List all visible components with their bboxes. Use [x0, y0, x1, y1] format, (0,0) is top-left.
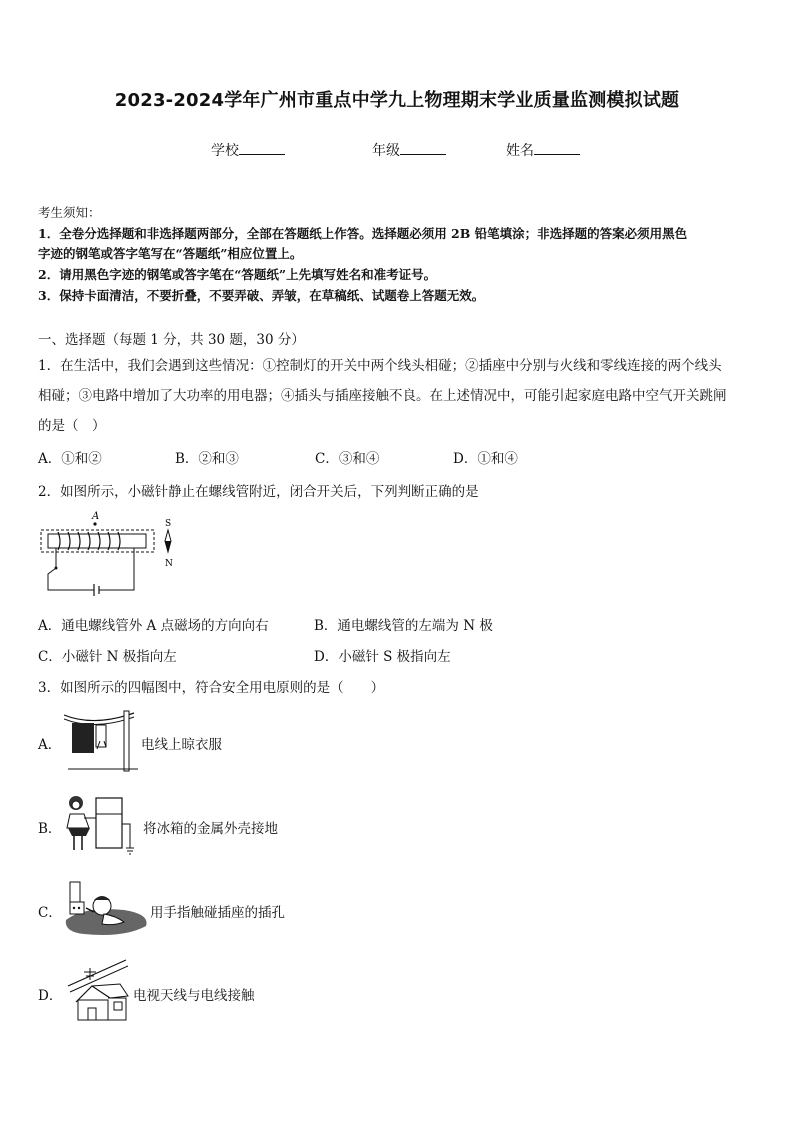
notice-line: 1．全卷分选择题和非选择题两部分，全部在答题纸上作答。选择题必须用 2B 铅笔填涂；非选择题的答案必须用黑色 — [38, 226, 688, 241]
notice-line: 字迹的钢笔或答字笔写在“答题纸”相应位置上。 — [38, 246, 303, 261]
q1-stem-line: 的是（ ） — [38, 418, 106, 434]
q3-option-b-letter: B． — [38, 821, 62, 837]
name-blank — [534, 142, 580, 155]
clothes-on-wire-illustration — [64, 707, 140, 773]
q1-option-b: B．②和③ — [175, 451, 239, 467]
q3-option-a-caption: 电线上晾衣服 — [141, 737, 222, 753]
q1-option-c: C．③和④ — [315, 451, 380, 467]
name-field: 姓名 — [506, 140, 580, 160]
school-blank — [239, 142, 285, 155]
q3-option-c-caption: 用手指触碰插座的插孔 — [150, 905, 285, 921]
point-a-label: A — [92, 511, 100, 522]
q3-option-c-letter: C． — [38, 905, 62, 921]
q3-option-a-letter: A． — [38, 737, 62, 753]
q3-option-b-caption: 将冰箱的金属外壳接地 — [143, 821, 278, 837]
compass-n-label: N — [165, 559, 173, 569]
q1-stem-line: 相碰；③电路中增加了大功率的用电器；④插头与插座接触不良。在上述情况中，可能引起家庭电路中空气开关跳闸 — [38, 388, 727, 404]
compass-s-label: S — [165, 519, 172, 529]
q2-option-c: C．小磁针 N 极指向左 — [38, 649, 177, 665]
school-field: 学校 — [211, 140, 285, 160]
compass-needle-dark — [165, 541, 171, 552]
q3-option-d-caption: 电视天线与电线接触 — [133, 988, 255, 1004]
fridge-grounding-illustration — [62, 794, 140, 856]
section-heading: 一、选择题（每题 1 分，共 30 题，30 分） — [38, 332, 305, 348]
notice-header: 考生须知： — [38, 205, 101, 220]
notice-line: 2．请用黑色字迹的钢笔或答字笔在“答题纸”上先填写姓名和准考证号。 — [38, 267, 437, 282]
q1-option-a: A．①和② — [38, 451, 102, 467]
wire-right — [99, 548, 134, 590]
q3-option-d-letter: D． — [38, 988, 63, 1004]
antenna-near-powerline-illustration — [66, 958, 134, 1024]
grade-field: 年级 — [372, 140, 446, 160]
q2-option-a: A．通电螺线管外 A 点磁场的方向向右 — [38, 618, 269, 634]
q3-stem: 3．如图所示的四幅图中，符合安全用电原则的是（ ） — [38, 680, 385, 696]
solenoid-core — [48, 534, 146, 548]
q1-stem-line: 1．在生活中，我们会遇到这些情况：①控制灯的开关中两个线头相碰；②插座中分别与火线和零线连接的两个线头 — [38, 358, 722, 374]
battery-icon — [94, 584, 99, 596]
switch-pivot — [55, 567, 58, 570]
page-title: 2023-2024学年广州市重点中学九上物理期末学业质量监测模拟试题 — [114, 90, 680, 111]
q2-option-d: D．小磁针 S 极指向左 — [314, 649, 451, 665]
solenoid-circuit-figure — [36, 508, 186, 600]
solenoid-coil — [58, 532, 120, 550]
q1-option-d: D．①和④ — [453, 451, 518, 467]
notice-line: 3．保持卡面清洁，不要折叠，不要弄破、弄皱，在草稿纸、试题卷上答题无效。 — [38, 288, 485, 303]
q2-option-b: B．通电螺线管的左端为 N 极 — [314, 618, 493, 634]
point-a-dot — [93, 522, 96, 525]
grade-blank — [400, 142, 446, 155]
q2-stem: 2．如图所示，小磁针静止在螺线管附近，闭合开关后，下列判断正确的是 — [38, 484, 479, 500]
child-touching-socket-illustration — [64, 876, 152, 938]
